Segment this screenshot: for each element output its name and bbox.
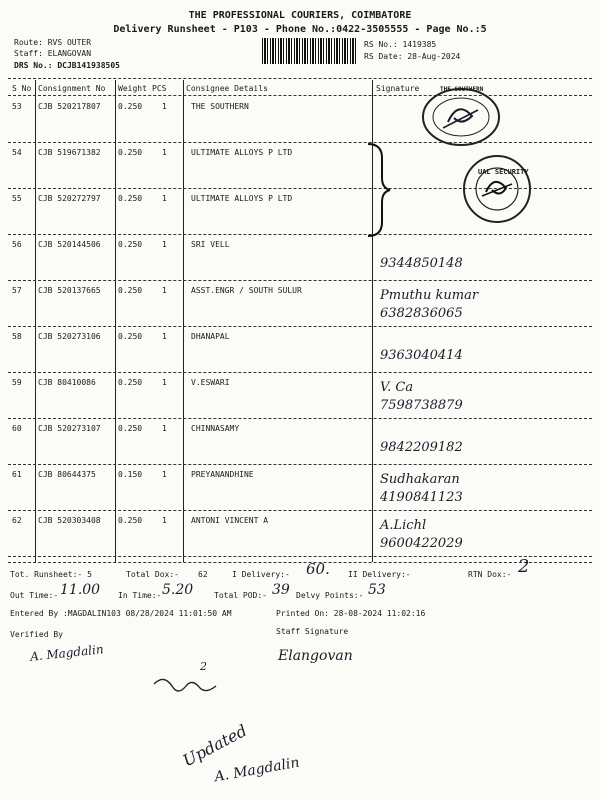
row-phone: 4190841123 bbox=[380, 490, 463, 505]
row-consignee: CHINNASAMY bbox=[191, 424, 240, 433]
row-consignment-no: CJB 520273106 bbox=[38, 332, 101, 341]
security-stamp-icon bbox=[456, 152, 538, 226]
i-delivery-value: 60. bbox=[306, 560, 330, 578]
delvy-points-label: Delvy Points:- bbox=[296, 591, 364, 600]
row-pcs: 1 bbox=[162, 286, 167, 295]
row-consignee: ANTONI VINCENT A bbox=[191, 516, 269, 525]
stamp2-text: UAL SECURITY bbox=[478, 168, 529, 176]
row-weight: 0.250 bbox=[118, 240, 143, 249]
row-consignment-no: CJB 520144506 bbox=[38, 240, 101, 249]
row-weight: 0.250 bbox=[118, 378, 143, 387]
row-divider bbox=[8, 234, 592, 235]
table-header-rule bbox=[8, 95, 592, 96]
col-divider bbox=[35, 80, 36, 562]
row-pcs: 1 bbox=[162, 194, 167, 203]
row-weight: 0.250 bbox=[118, 148, 143, 157]
row-sno: 59 bbox=[12, 378, 22, 387]
runsheet-subtitle: Delivery Runsheet - P103 - Phone No.:0422-3505555 - Page No.:5 bbox=[113, 24, 487, 35]
barcode-image bbox=[262, 38, 358, 64]
row-pcs: 1 bbox=[162, 332, 167, 341]
row-weight: 0.250 bbox=[118, 516, 143, 525]
staff-signature: Elangovan bbox=[278, 648, 353, 664]
printed-on: Printed On: 28-08-2024 11:02:16 bbox=[276, 609, 426, 618]
ii-delivery-label: II Delivery:- bbox=[348, 570, 411, 579]
row-signature: Pmuthu kumar bbox=[380, 288, 479, 303]
row-pcs: 1 bbox=[162, 148, 167, 157]
route-label: Route: RVS OUTER bbox=[14, 38, 92, 47]
row-pcs: 1 bbox=[162, 102, 167, 111]
updated-note: Updated bbox=[179, 720, 251, 771]
row-consignee: PREYANANDHINE bbox=[191, 470, 254, 479]
row-consignment-no: CJB 520217807 bbox=[38, 102, 101, 111]
row-divider bbox=[8, 142, 592, 143]
table-top-rule bbox=[8, 78, 592, 79]
verified-by-label: Verified By bbox=[10, 630, 63, 639]
out-time-label: Out Time:- bbox=[10, 591, 59, 600]
initial-scribble-icon bbox=[150, 672, 220, 698]
col-divider bbox=[183, 80, 184, 562]
row-signature: A.Lichl bbox=[380, 518, 427, 533]
row-divider bbox=[8, 372, 592, 373]
row-sno: 57 bbox=[12, 286, 22, 295]
row-sno: 54 bbox=[12, 148, 22, 157]
out-time-value: 11.00 bbox=[60, 582, 101, 598]
drs-number: DRS No.: DCJB141938505 bbox=[14, 61, 120, 70]
row-consignee: THE SOUTHERN bbox=[191, 102, 249, 111]
total-pod-value: 39 bbox=[272, 582, 290, 598]
col-header-consignment: Consignment No bbox=[38, 84, 106, 93]
row-pcs: 1 bbox=[162, 378, 167, 387]
row-phone: 9344850148 bbox=[380, 256, 463, 271]
row-consignment-no: CJB 520303408 bbox=[38, 516, 101, 525]
row-weight: 0.250 bbox=[118, 102, 143, 111]
col-header-pcs: PCS bbox=[152, 84, 167, 93]
row-weight: 0.250 bbox=[118, 194, 143, 203]
row-sno: 55 bbox=[12, 194, 22, 203]
verified-signature: A. Magdalin bbox=[29, 642, 105, 664]
rtn-dox-value: 2 bbox=[518, 556, 530, 577]
row-consignment-no: CJB 520273107 bbox=[38, 424, 101, 433]
row-consignment-no: CJB 519671382 bbox=[38, 148, 101, 157]
stamp1-text: THE SOUTHERN bbox=[440, 86, 484, 93]
row-consignee: ULTIMATE ALLOYS P LTD bbox=[191, 194, 293, 203]
row-phone: 6382836065 bbox=[380, 306, 463, 321]
row-divider bbox=[8, 280, 592, 281]
staff-signature-label: Staff Signature bbox=[276, 627, 349, 636]
i-delivery-label: I Delivery:- bbox=[232, 570, 290, 579]
row-consignee: DHANAPAL bbox=[191, 332, 230, 341]
row-weight: 0.250 bbox=[118, 332, 143, 341]
row-consignment-no: CJB 80410086 bbox=[38, 378, 96, 387]
total-dox-label: Total Dox:- bbox=[126, 570, 179, 579]
row-consignment-no: CJB 80644375 bbox=[38, 470, 96, 479]
row-pcs: 1 bbox=[162, 470, 167, 479]
company-stamp-icon bbox=[418, 84, 504, 150]
in-time-label: In Time:- bbox=[118, 591, 162, 600]
staff-label: Staff: ELANGOVAN bbox=[14, 49, 92, 58]
updated-signature: A. Magdalin bbox=[213, 754, 301, 786]
bracket-mark-icon bbox=[364, 140, 392, 240]
row-divider bbox=[8, 418, 592, 419]
row-phone: 9842209182 bbox=[380, 440, 463, 455]
row-divider bbox=[8, 556, 592, 557]
row-consignee: SRI VELL bbox=[191, 240, 230, 249]
in-time-value: 5.20 bbox=[162, 582, 194, 598]
rtn-dox-label: RTN Dox:- bbox=[468, 570, 512, 579]
row-sno: 61 bbox=[12, 470, 22, 479]
rs-number: RS No.: 1419385 bbox=[364, 40, 437, 49]
row-weight: 0.250 bbox=[118, 424, 143, 433]
small-note: 2 bbox=[200, 660, 207, 673]
total-pod-label: Total POD:- bbox=[214, 591, 267, 600]
row-signature: V. Ca bbox=[380, 380, 414, 395]
row-sno: 56 bbox=[12, 240, 22, 249]
row-consignment-no: CJB 520137665 bbox=[38, 286, 101, 295]
row-consignment-no: CJB 520272797 bbox=[38, 194, 101, 203]
row-weight: 0.150 bbox=[118, 470, 143, 479]
row-divider bbox=[8, 326, 592, 327]
col-header-weight: Weight bbox=[118, 84, 147, 93]
col-header-consignee: Consignee Details bbox=[186, 84, 268, 93]
company-title: THE PROFESSIONAL COURIERS, COIMBATORE bbox=[188, 10, 412, 21]
row-phone: 7598738879 bbox=[380, 398, 463, 413]
row-consignee: V.ESWARI bbox=[191, 378, 230, 387]
row-pcs: 1 bbox=[162, 240, 167, 249]
row-sno: 58 bbox=[12, 332, 22, 341]
row-pcs: 1 bbox=[162, 516, 167, 525]
row-sno: 60 bbox=[12, 424, 22, 433]
row-phone: 9600422029 bbox=[380, 536, 463, 551]
row-consignee: ULTIMATE ALLOYS P LTD bbox=[191, 148, 293, 157]
row-sno: 62 bbox=[12, 516, 22, 525]
row-sno: 53 bbox=[12, 102, 22, 111]
delvy-points-value: 53 bbox=[368, 582, 386, 598]
row-divider bbox=[8, 464, 592, 465]
row-phone: 9363040414 bbox=[380, 348, 463, 363]
entered-by: Entered By :MAGDALIN103 08/28/2024 11:01:50 AM bbox=[10, 609, 232, 618]
rs-date: RS Date: 28-Aug-2024 bbox=[364, 52, 461, 61]
total-dox-value: 62 bbox=[198, 570, 208, 579]
col-divider bbox=[115, 80, 116, 562]
row-consignee: ASST.ENGR / SOUTH SULUR bbox=[191, 286, 302, 295]
row-weight: 0.250 bbox=[118, 286, 143, 295]
col-header-sno: S No bbox=[12, 84, 32, 93]
summary-rule bbox=[8, 562, 592, 563]
row-divider bbox=[8, 510, 592, 511]
row-signature: Sudhakaran bbox=[380, 472, 460, 487]
tot-runsheet: Tot. Runsheet:- 5 bbox=[10, 570, 92, 579]
col-header-signature: Signature bbox=[376, 84, 420, 93]
row-pcs: 1 bbox=[162, 424, 167, 433]
